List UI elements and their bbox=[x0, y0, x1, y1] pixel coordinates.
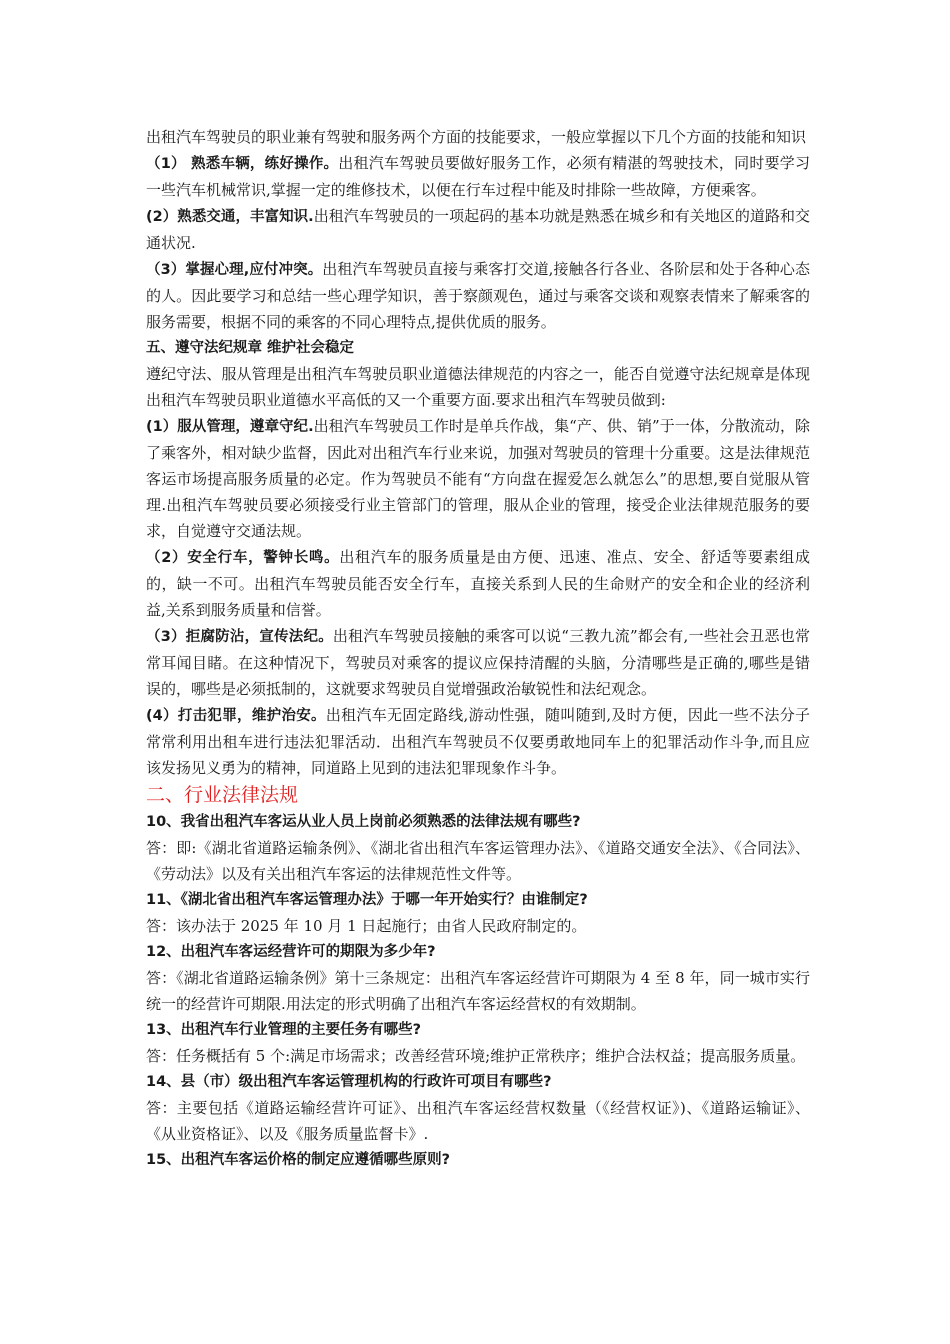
rule-text: 出租汽车驾驶员接触的乘客可以说“三教九流”都会有,一些社会丑恶也常常耳闻目睹。在这种情况下，驾驶员对乘客的提议应保持清醒的头脑，分清哪些是正确的,哪些是错误的，哪些是必须抵制的，这就要求驾驶员自觉增强政治敏锐性和法纪观念。 bbox=[146, 627, 810, 698]
rule-title: （3）拒腐防沾，宣传法纪。 bbox=[146, 629, 333, 645]
rule-text: 出租汽车驾驶员工作时是单兵作战，集“产、供、销”于一体，分散流动，除了乘客外，相对缺少监督，因此对出租汽车行业来说，加强对驾驶员的管理十分重要。这是法律规范客运市场提高服务质量的必定。作为驾驶员不能有“方向盘在握爱怎么就怎么”的思想,要自觉服从管理.出租汽车驾驶员要必须接受行业主管部门的管理，服从企业的管理，接受企业法律规范服务的要求，自觉遵守交通法规。 bbox=[146, 417, 810, 540]
question-11: 11、《湖北省出租汽车客运管理办法》于哪一年开始实行？由谁制定? bbox=[146, 892, 588, 908]
rule-item-1 bbox=[146, 413, 810, 544]
skill-text: 出租汽车驾驶员直接与乘客打交道,接触各行各业、各阶层和处于各种心态的人。因此要学习和总结一些心理学知识，善于察颜观色，通过与乘客交谈和观察表情来了解乘客的服务需要，根据不同的乘客的不同心理特点,提供优质的服务。 bbox=[146, 260, 810, 331]
skill-item-2 bbox=[146, 203, 810, 256]
skill-title: (2）熟悉交通，丰富知识. bbox=[146, 209, 314, 225]
rule-text: 出租汽车的服务质量是由方便、迅速、准点、安全、舒适等要素组成的，缺一不可。出租汽车驾驶员能否安全行车，直接关系到人民的生命财产的安全和企业的经济利益,关系到服务质量和信誉。 bbox=[146, 548, 810, 619]
answer-12: 答：《湖北省道路运输条例》第十三条规定：出租汽车客运经营许可期限为 4 至 8 年，同一城市实行统一的经营许可期限.用法定的形式明确了出租汽车客运经营权的有效期制。 bbox=[146, 969, 810, 1013]
question-14: 14、县（市）级出租汽车客运管理机构的行政许可项目有哪些? bbox=[146, 1074, 552, 1090]
answer-13: 答：任务概括有 5 个:满足市场需求；改善经营环境;维护正常秩序；维护合法权益；提高服务质量。 bbox=[146, 1047, 806, 1065]
question-12: 12、出租汽车客运经营许可的期限为多少年? bbox=[146, 944, 436, 960]
section-heading-5: 五、遵守法纪规章 维护社会稳定 bbox=[146, 340, 355, 356]
rule-title: (4）打击犯罪，维护治安。 bbox=[146, 708, 326, 724]
question-10: 10、我省出租汽车客运从业人员上岗前必须熟悉的法律法规有哪些? bbox=[146, 814, 581, 830]
skill-text: 出租汽车驾驶员的一项起码的基本功就是熟悉在城乡和有关地区的道路和交通状况. bbox=[146, 207, 810, 252]
rule-item-3 bbox=[146, 623, 810, 702]
skill-title: （3）掌握心理,应付冲突。 bbox=[146, 262, 323, 278]
rule-title: （2）安全行车，警钟长鸣。 bbox=[146, 550, 340, 566]
section-5-paragraph: 遵纪守法、服从管理是出租汽车驾驶员职业道德法律规范的内容之一，能否自觉遵守法纪规章是体现出租汽车驾驶员职业道德水平高低的又一个重要方面.要求出租汽车驾驶员做到: bbox=[146, 365, 810, 409]
answer-10: 答：即:《湖北省道路运输条例》、《湖北省出租汽车客运管理办法》、《道路交通安全法》、《合同法》、《劳动法》以及有关出租汽车客运的法律规范性文件等。 bbox=[146, 839, 810, 883]
skill-title: （1） 熟悉车辆，练好操作。 bbox=[146, 156, 339, 172]
intro-paragraph: 出租汽车驾驶员的职业兼有驾驶和服务两个方面的技能要求，一般应掌握以下几个方面的技能和知识 bbox=[146, 128, 807, 146]
question-13: 13、出租汽车行业管理的主要任务有哪些? bbox=[146, 1022, 422, 1038]
skill-item-1 bbox=[146, 150, 810, 203]
document-page bbox=[146, 124, 810, 1173]
rule-title: (1）服从管理，遵章守纪. bbox=[146, 419, 314, 435]
answer-14: 答：主要包括《道路运输经营许可证》、出租汽车客运经营权数量（《经营权证》)、《道路运输证》、《从业资格证》、以及《服务质量监督卡》. bbox=[146, 1099, 810, 1143]
skill-item-3 bbox=[146, 256, 810, 335]
section-heading-2: 二、行业法律法规 bbox=[146, 784, 299, 806]
rule-item-4 bbox=[146, 702, 810, 781]
rule-text: 出租汽车无固定路线,游动性强，随叫随到,及时方便，因此一些不法分子常常利用出租车进行违法犯罪活动．出租汽车驾驶员不仅要勇敢地同车上的犯罪活动作斗争,而且应该发扬见义勇为的精神，同道路上见到的违法犯罪现象作斗争。 bbox=[146, 706, 810, 777]
question-15: 15、出租汽车客运价格的制定应遵循哪些原则? bbox=[146, 1152, 451, 1168]
answer-11: 答：该办法于 2025 年 10 月 1 日起施行；由省人民政府制定的。 bbox=[146, 917, 587, 935]
rule-item-2 bbox=[146, 544, 810, 623]
skill-text: 出租汽车驾驶员要做好服务工作，必须有精湛的驾驶技术，同时要学习一些汽车机械常识,掌握一定的维修技术，以便在行车过程中能及时排除一些故障，方便乘客。 bbox=[146, 154, 810, 199]
